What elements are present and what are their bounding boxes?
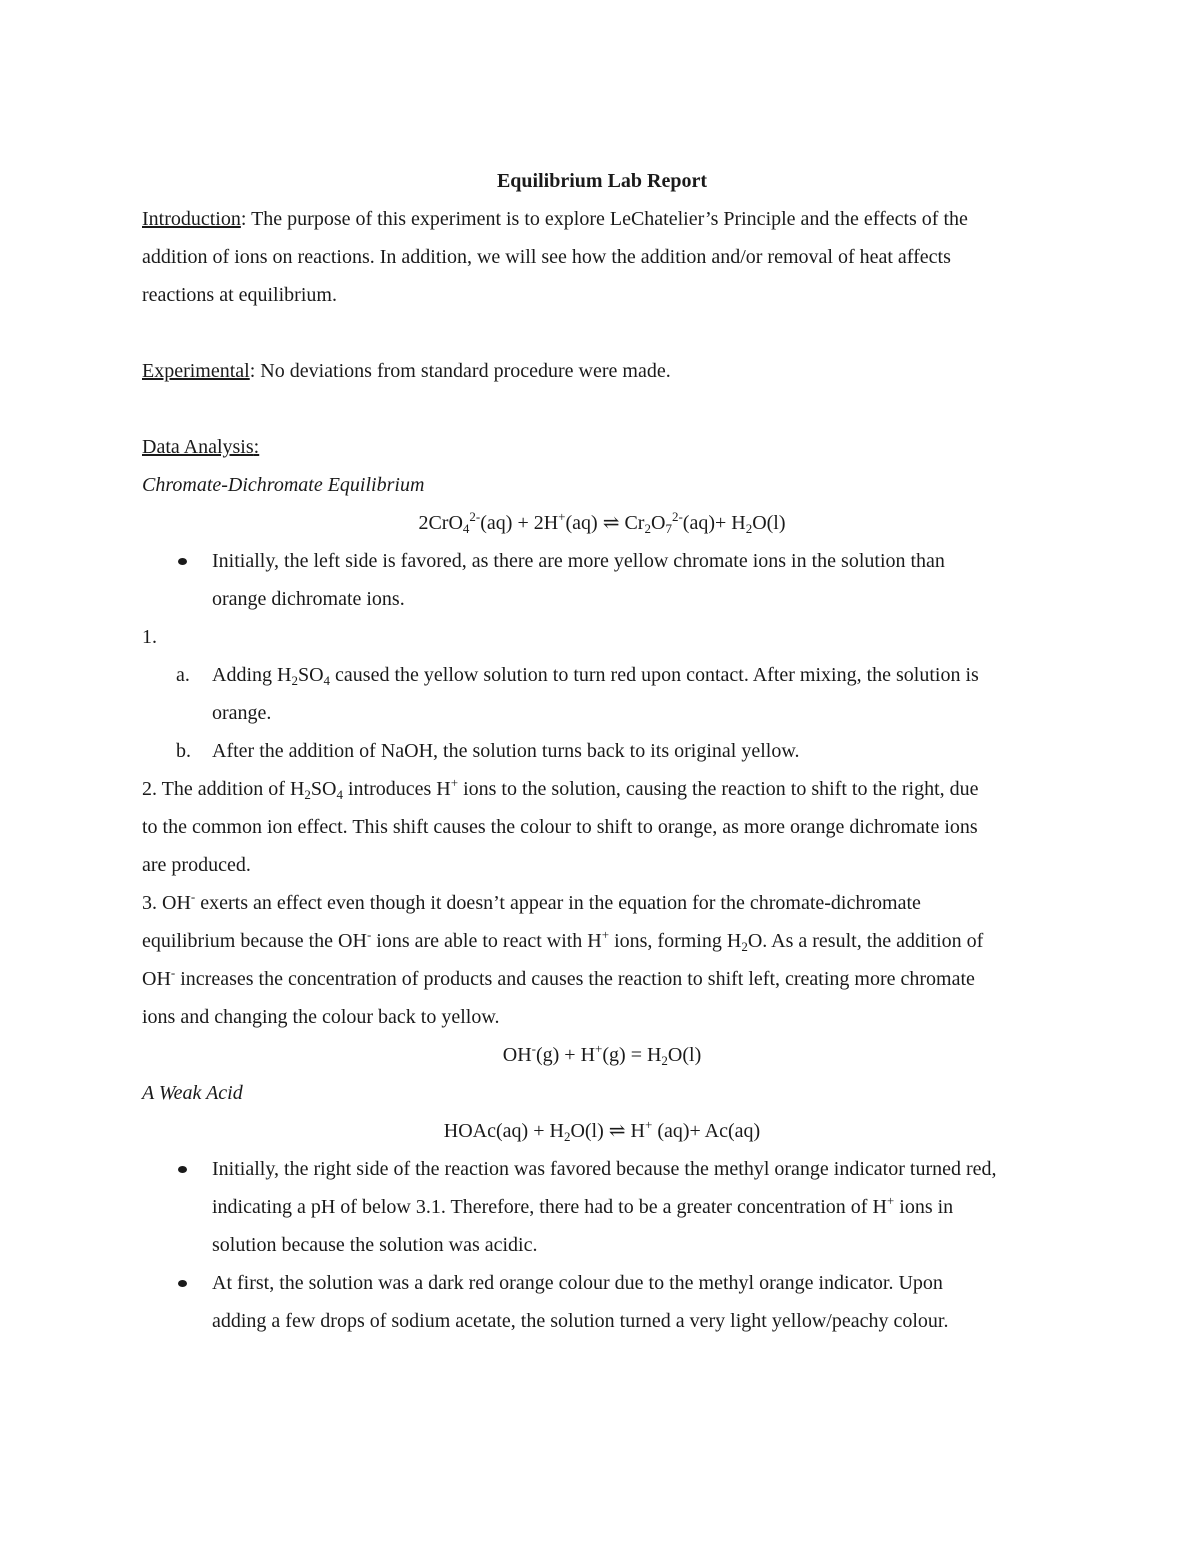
sub-item-a-continued: orange. bbox=[212, 702, 272, 724]
numbered-item-3-line-2: equilibrium because the OH- ions are able to react with H+ ions, forming $H_2O$. As a result, the addition of bbox=[142, 927, 984, 954]
intro-paragraph-line-3: reactions at equilibrium. bbox=[142, 284, 337, 306]
data-analysis-heading-line bbox=[142, 428, 1062, 466]
section-heading-weak-acid: A Weak Acid bbox=[142, 1082, 243, 1104]
numbered-item-1: 1. bbox=[142, 626, 157, 648]
bullet-item: At first, the solution was a dark red orange colour due to the methyl orange indicator. Upon bbox=[142, 1264, 1062, 1302]
intro-heading: Introduction bbox=[142, 208, 241, 230]
bullet-icon bbox=[178, 558, 187, 565]
bullet-icon bbox=[178, 1166, 187, 1173]
section-heading-chromate: Chromate-Dichromate Equilibrium bbox=[142, 474, 425, 496]
numbered-item-3-line-3: OH- increases the concentration of products and causes the reaction to shift left, creating more chromate bbox=[142, 965, 975, 990]
equation-weak-acid: HOAc(aq) + $H_2O(l)$ ⇌ H+ (aq)+ Ac(aq) bbox=[443, 1117, 761, 1144]
document-page bbox=[142, 162, 1062, 1340]
bullet-icon bbox=[178, 1280, 187, 1287]
document-title: Equilibrium Lab Report bbox=[496, 170, 708, 192]
experimental-heading: Experimental bbox=[142, 360, 250, 382]
sub-item-a-label: a. bbox=[176, 664, 190, 686]
bullet-item: Initially, the right side of the reaction was favored because the methyl orange indicator turned red, bbox=[142, 1150, 1062, 1188]
bullet-item-continued: indicating a pH of below 3.1. Therefore, there had to be a greater concentration of H+ ions in bbox=[212, 1193, 954, 1218]
numbered-item-2-line-1: 2. The addition of $H_2SO_4$ introduces H+ ions to the solution, causing the reaction to shift to the right, due bbox=[142, 775, 979, 802]
intro-paragraph-line-1: Introduction: The purpose of this experiment is to explore LeChatelier’s Principle and the effects of the bbox=[142, 208, 968, 230]
equation-chromate-dichromate: 2CrO$_4^{2-}$(aq) + 2H+(aq) ⇌ $Cr_2O_7^{2-}(aq)+ H_2O(l)$ bbox=[418, 509, 786, 536]
numbered-item-3-line-1: 3. OH- exerts an effect even though it doesn’t appear in the equation for the chromate-dichromate bbox=[142, 889, 921, 914]
sub-item-b-label: b. bbox=[176, 740, 191, 762]
bullet-item-continued: adding a few drops of sodium acetate, the solution turned a very light yellow/peachy colour. bbox=[212, 1310, 949, 1332]
equation-hydroxide: $OH^-(g) + H^+(g) = H_2O(l)$ bbox=[502, 1041, 702, 1068]
bullet-item-continued: orange dichromate ions. bbox=[212, 588, 405, 610]
intro-paragraph-line-2: addition of ions on reactions. In addition, we will see how the addition and/or removal of heat affects bbox=[142, 246, 951, 268]
numbered-item-3-line-4: ions and changing the colour back to yellow. bbox=[142, 1006, 500, 1028]
bullet-item: Initially, the left side is favored, as there are more yellow chromate ions in the solution than bbox=[142, 542, 1062, 580]
bullet-item-continued: solution because the solution was acidic. bbox=[212, 1234, 538, 1256]
numbered-item-2-line-3: are produced. bbox=[142, 854, 251, 876]
experimental-paragraph: Experimental: No deviations from standard procedure were made. bbox=[142, 360, 671, 382]
sub-item-a: a. Adding $H_2SO_4$ caused the yellow solution to turn red upon contact. After mixing, the solution is bbox=[142, 656, 1062, 694]
numbered-item-2-line-2: to the common ion effect. This shift causes the colour to shift to orange, as more orange dichromate ions bbox=[142, 816, 978, 838]
data-analysis-heading: Data Analysis: bbox=[142, 436, 260, 458]
sub-item-b: b. After the addition of NaOH, the solution turns back to its original yellow. bbox=[142, 732, 1062, 770]
